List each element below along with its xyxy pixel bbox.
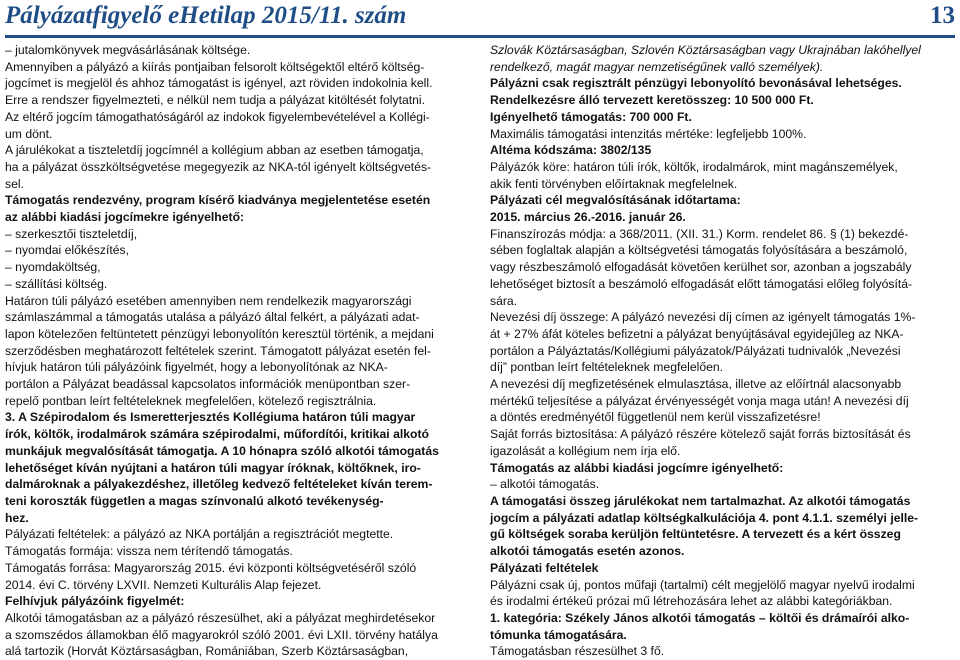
list-item: – nyomdai előkészítés, <box>5 243 129 258</box>
text-line: jogcímet is megjelöl és ahhoz támogatást is igényel, azt röviden indokolnia kell. <box>5 76 433 91</box>
section-heading: Pályázati cél megvalósításának időtartama: <box>490 193 741 208</box>
section-heading: Támogatás az alábbi kiadási jogcímre igényelhető: <box>490 460 784 475</box>
text-line: alkotói támogatás esetén azonos. <box>490 544 685 559</box>
right-column <box>490 42 956 660</box>
text-line: vagy részbeszámoló elfogadását követően kerülhet sor, azonban a jogszabály <box>490 260 912 275</box>
text-line: Amennyiben a pályázó a kiírás pontjaiban felsorolt költségektől eltérő költség- <box>5 59 425 74</box>
text-line: Támogatásban részesülhet 3 fő. <box>490 644 665 659</box>
list-item: – szerkesztői tiszteletdíj, <box>5 226 138 241</box>
text-line: Finanszírozás módja: a 368/2011. (XII. 31.) Korm. rendelet 86. § (1) bekezdé- <box>490 226 909 241</box>
section-heading: az alábbi kiadási jogcímekre igényelhető: <box>5 210 245 225</box>
text-line: mértékű teljesítése a pályázat érvényességét vonja maga után! A nevezési díj <box>490 393 909 408</box>
text-line: 2014. évi C. törvény LXVII. Nemzeti Kulturális Alap fejezet. <box>5 577 322 592</box>
text-line: Támogatás forrása: Magyarország 2015. évi központi költségvetéséről szóló <box>5 560 417 575</box>
list-item: – alkotói támogatás. <box>490 477 600 492</box>
text-line: alá tartozik (Horvát Köztársaságban, Romániában, Szerb Köztársaságban, <box>5 644 409 659</box>
section-heading: 3. A Szépirodalom és Ismeretterjesztés Kollégiuma határon túli magyar <box>5 410 416 425</box>
text-line: Pályázók köre: határon túli írók, költők, irodalmárok, mint magánszemélyek, <box>490 159 898 174</box>
text-line: igazolását a kollégium nem írja elő. <box>490 443 681 458</box>
list-item: – szállítási költség. <box>5 276 108 291</box>
section-heading: Felhívjuk pályázóink figyelmét: <box>5 594 185 609</box>
text-line: Pályázni csak új, pontos műfaji (tartalmi) célt megjelölő magyar nyelvű irodalmi <box>490 577 915 592</box>
text-line: munkájuk megvalósítását támogatja. A 10 hónapra szóló alkotói támogatás <box>5 443 439 458</box>
text-line: teni koroszták független a magas színvonalú alkotó tevékenység- <box>5 493 384 508</box>
text-line: a döntés eredményétől függetlenül nem kerül visszafizetésre! <box>490 410 821 425</box>
text-line: Pályázni csak regisztrált pénzügyi lebonyolító bevonásával lehetséges. <box>490 76 902 91</box>
page-number: 13 <box>930 2 955 29</box>
text-line: a szomszédos államokban élő magyarokról szóló 2001. évi LXII. törvény hatálya <box>5 627 438 642</box>
text-line: tómunka támogatására. <box>490 627 627 642</box>
publication-title: Pályázatfigyelő eHetilap 2015/11. szám <box>5 2 407 29</box>
page-header <box>5 2 955 36</box>
text-line: Nevezési díj összege: A pályázó nevezési díj címen az igényelt támogatás 1%- <box>490 310 916 325</box>
text-line: számlaszámmal a támogatás utalása a pályázó által felkért, a pályázati adat- <box>5 310 420 325</box>
text-line: írók, költők, irodalmárok számára szépirodalmi, műfordítói, kritikai alkotó <box>5 427 429 442</box>
text-line: sára. <box>490 293 518 308</box>
text-line: lehetőséget kíván nyújtani a határon túli magyar íróknak, költőknek, iro- <box>5 460 421 475</box>
text-line: sében foglaltak alapján a költségvetési támogatás folyósítására a beszámoló, <box>490 243 908 258</box>
text-line: Igényelhető támogatás: 700 000 Ft. <box>490 109 692 124</box>
text-line: sel. <box>5 176 24 191</box>
text-line: szerződésben meghatározott feltételek szerint. Támogatott pályázat esetén fel- <box>5 343 431 358</box>
text-line: hívjuk határon túli pályázóink figyelmét, hogy a lebonyolítónak az NKA- <box>5 360 388 375</box>
text-line: Határon túli pályázó esetében amennyiben nem rendelkezik magyarországi <box>5 293 412 308</box>
text-line: át + 27% áfát köteles befizetni a pályázat benyújtásával egyidejűleg az NKA- <box>490 326 904 341</box>
text-line: hez. <box>5 510 29 525</box>
text-line: akik fenti törvényben előírtaknak megfelelnek. <box>490 176 738 191</box>
text-line: A járulékokat a tiszteletdíj jogcímnél a kollégium abban az esetben támogatja, <box>5 143 424 158</box>
text-line: rendelkező, magát magyar nemzetiségűnek valló személyek). <box>490 59 824 74</box>
text-line: A támogatási összeg járulékokat nem tartalmazhat. Az alkotói támogatás <box>490 493 911 508</box>
text-line: díj” pontban leírt feltételeknek megfelelően. <box>490 360 724 375</box>
text-line: Erre a rendszer figyelmezteti, e nélkül nem tudja a pályázat kitöltését folytatni. <box>5 93 425 108</box>
text-line: repelő pontban leírt feltételeknek megfelelően, kötelező regisztrálnia. <box>5 393 377 408</box>
section-heading: Pályázati feltételek <box>490 560 599 575</box>
text-line: Támogatás formája: vissza nem térítendő támogatás. <box>5 544 293 559</box>
text-line: és irodalmi értékeű prózai mű létrehozására lehet az alábbi kategóriákban. <box>490 594 893 609</box>
text-line: lehetőséget biztosít a beszámoló elfogadását előtt támogatási előleg folyósítá- <box>490 276 913 291</box>
text-line: Pályázati feltételek: a pályázó az NKA portálján a regisztrációt megtette. <box>5 527 394 542</box>
text-line: Szlovák Köztársaságban, Szlovén Köztársaságban vagy Ukrajnában lakóhellyel <box>490 43 921 57</box>
text-line: 2015. március 26.-2016. január 26. <box>490 210 686 225</box>
text-line: ha a pályázat összköltségvetése megegyezik az NKA-tól igényelt költségvetés- <box>5 159 432 174</box>
text-line: 1. kategória: Székely János alkotói támogatás – költői és drámaírói alko- <box>490 610 910 625</box>
text-line: Az eltérő jogcím támogathatóságáról az indokok figyelembevételével a Kollégi- <box>5 109 430 124</box>
text-line: Altéma kódszáma: 3802/135 <box>490 143 652 158</box>
text-line: portálon a Pályázat beadással kapcsolatos információk menüpontban szer- <box>5 377 411 392</box>
text-line: Rendelkezésre álló tervezett keretösszeg: 10 500 000 Ft. <box>490 93 814 108</box>
text-line: A nevezési díj megfizetésének elmulasztása, illetve az előírtnál alacsonyabb <box>490 377 902 392</box>
header-rule <box>5 35 955 38</box>
text-line: Maximális támogatási intenzitás mértéke: legfeljebb 100%. <box>490 126 807 141</box>
text-line: lapon kötelezően feltüntetett pénzügyi lebonyolítón keresztül történik, a mejdani <box>5 326 434 341</box>
text-line: Alkotói támogatásban az a pályázó részesülhet, aki a pályázat meghirdetésekor <box>5 610 436 625</box>
text-line: dalmároknak a pályakezdéshez, illetőleg kedvező feltételeket kíván terem- <box>5 477 433 492</box>
text-line: – jutalomkönyvek megvásárlásának költsége. <box>5 43 251 57</box>
text-line: jogcím a pályázati adatlap költségkalkulációja 4. pont 4.1.1. személyi jelle- <box>490 510 919 525</box>
text-line: Saját forrás biztosítása: A pályázó részére kötelező saját forrás biztosítását és <box>490 427 911 442</box>
list-item: – nyomdaköltség, <box>5 260 101 275</box>
text-line: um dönt. <box>5 126 53 141</box>
left-column <box>5 42 470 660</box>
section-heading: Támogatás rendezvény, program kísérő kiadványa megjelentetése esetén <box>5 193 431 208</box>
text-line: gű költségek soraba kerüljön feltüntetésre. A tervezett és a kért összeg <box>490 527 901 542</box>
text-line: portálon a Pályáztatás/Kollégiumi pályázatok/Pályázati tudnivalók „Nevezési <box>490 343 901 358</box>
